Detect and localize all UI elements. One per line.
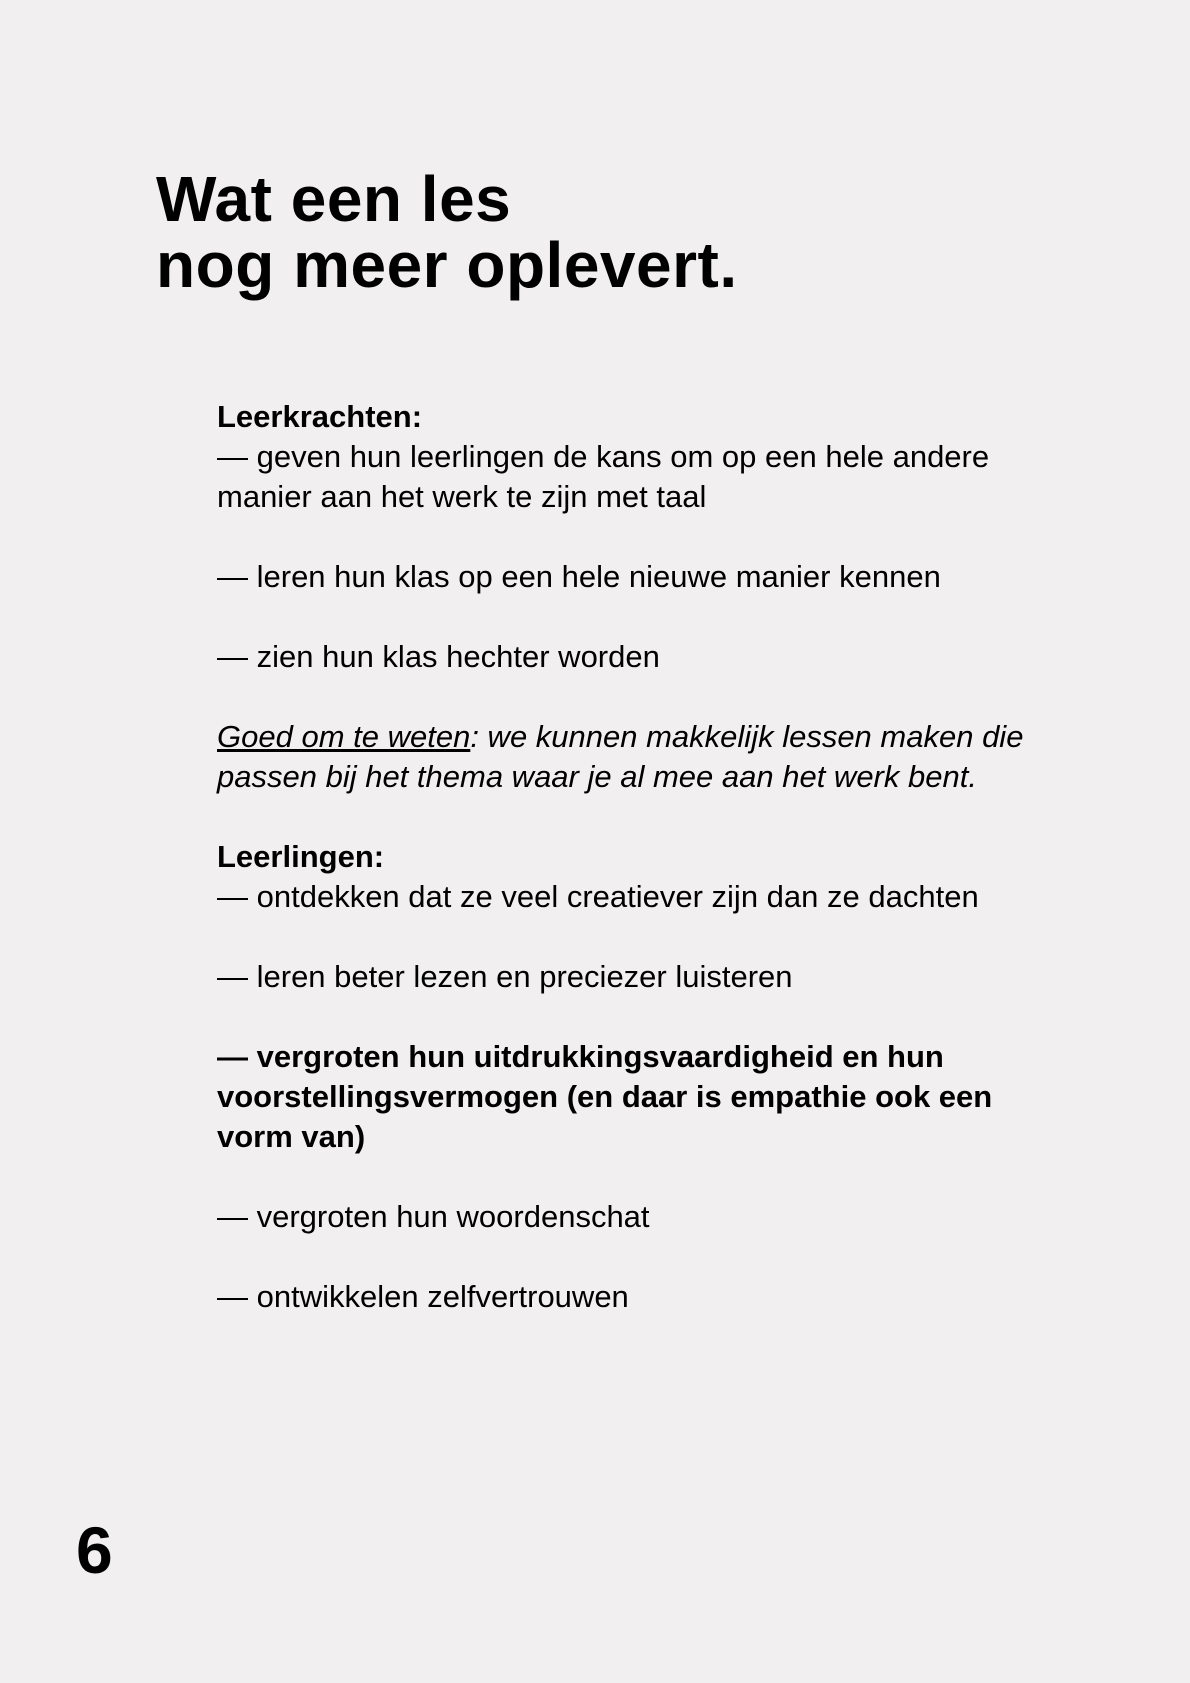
page-number: 6 [76,1513,113,1587]
students-item: — vergroten hun woordenschat [217,1199,650,1234]
title-line-2: nog meer oplevert. [156,229,738,301]
note-label: Goed om te weten [217,719,471,754]
teachers-section [217,397,1057,517]
note-text: : we kunnen makkelijk lessen maken die passen bij het thema waar je al mee aan het werk bent. [217,719,1024,794]
teachers-item: — zien hun klas hechter worden [217,639,660,674]
students-item: — leren beter lezen en preciezer luisteren [217,959,793,994]
page-title [156,163,738,301]
content-body [217,397,1057,1357]
title-line-1: Wat een les [156,163,512,235]
teachers-item: — leren hun klas op een hele nieuwe manier kennen [217,559,941,594]
teachers-heading: Leerkrachten: [217,399,423,434]
students-item: — ontwikkelen zelfvertrouwen [217,1279,629,1314]
note [217,717,1047,797]
students-item-highlight: — vergroten hun uitdrukkingsvaardigheid en hun voorstellingsvermogen (en daar is empathie ook een vorm van) [217,1039,993,1154]
students-section [217,837,1057,917]
teachers-item: — geven hun leerlingen de kans om op een hele andere manier aan het werk te zijn met taal [217,439,990,514]
students-item: — ontdekken dat ze veel creatiever zijn dan ze dachten [217,879,979,914]
students-heading: Leerlingen: [217,839,385,874]
